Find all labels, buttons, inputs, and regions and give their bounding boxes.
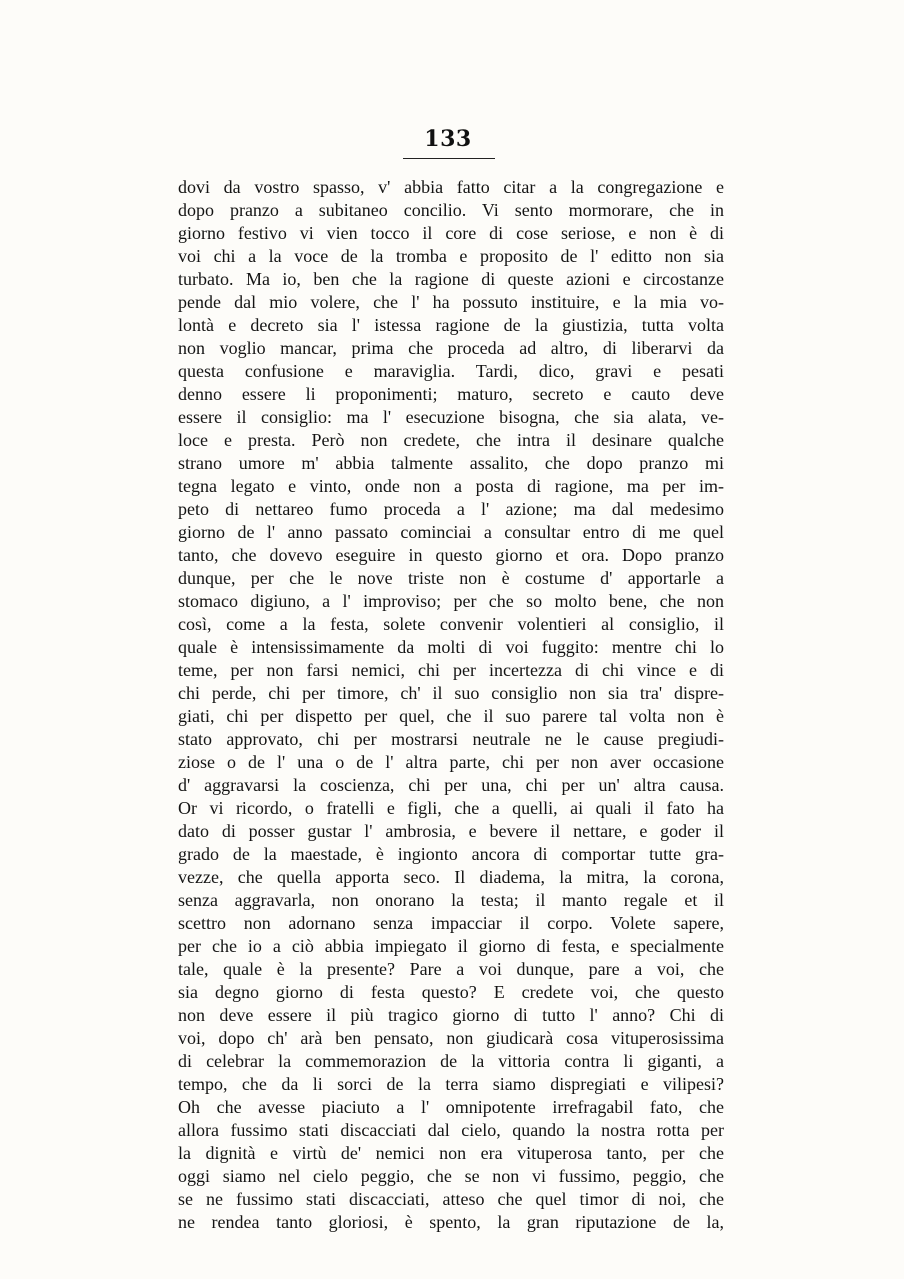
text-line: scettro non adornano senza impacciar il corpo. Volete sapere,: [178, 913, 724, 933]
text-line: tanto, che dovevo eseguire in questo giorno et ora. Dopo pranzo: [178, 545, 724, 565]
text-line: peto di nettareo fumo proceda a l' azione; ma dal medesimo: [178, 499, 724, 519]
text-line: non voglio mancar, prima che proceda ad altro, di liberarvi da: [178, 338, 724, 358]
text-line: voi chi a la voce de la tromba e proposito de l' editto non sia: [178, 246, 724, 266]
text-line: di celebrar la commemorazion de la vittoria contra li giganti, a: [178, 1051, 724, 1071]
text-line: tale, quale è la presente? Pare a voi dunque, pare a voi, che: [178, 959, 724, 979]
text-line: loce e presta. Però non credete, che intra il desinare qualche: [178, 430, 724, 450]
text-line: Oh che avesse piaciuto a l' omnipotente irrefragabil fato, che: [178, 1097, 724, 1117]
text-line: così, come a la festa, solete convenir volentieri al consiglio, il: [178, 614, 724, 634]
text-line: dovi da vostro spasso, v' abbia fatto citar a la congregazione e: [178, 177, 724, 197]
text-line: d' aggravarsi la coscienza, chi per una, chi per un' altra causa.: [178, 775, 724, 795]
text-line: grado de la maestade, è ingionto ancora di comportar tutte gra-: [178, 844, 724, 864]
text-line: dunque, per che le nove triste non è costume d' apportarle a: [178, 568, 724, 588]
text-line: oggi siamo nel cielo peggio, che se non vi fussimo, peggio, che: [178, 1166, 724, 1186]
text-line: per che io a ciò abbia impiegato il giorno di festa, e specialmente: [178, 936, 724, 956]
page-number: 133: [424, 126, 472, 152]
text-line: non deve essere il più tragico giorno di tutto l' anno? Chi di: [178, 1005, 724, 1025]
text-line: essere il consiglio: ma l' esecuzione bisogna, che sia alata, ve-: [178, 407, 724, 427]
text-line: ziose o de l' una o de l' altra parte, chi per non aver occasione: [178, 752, 724, 772]
text-line: stomaco digiuno, a l' improviso; per che so molto bene, che non: [178, 591, 724, 611]
text-line: turbato. Ma io, ben che la ragione di queste azioni e circostanze: [178, 269, 724, 289]
text-line: denno essere li proponimenti; maturo, secreto e cauto deve: [178, 384, 724, 404]
text-line: Or vi ricordo, o fratelli e figli, che a quelli, ai quali il fato ha: [178, 798, 724, 818]
header-rule: [403, 158, 495, 159]
text-line: sia degno giorno di festa questo? E credete voi, che questo: [178, 982, 724, 1002]
text-line: dopo pranzo a subitaneo concilio. Vi sento mormorare, che in: [178, 200, 724, 220]
text-line: teme, per non farsi nemici, chi per incertezza di chi vince e di: [178, 660, 724, 680]
text-line: strano umore m' abbia talmente assalito, che dopo pranzo mi: [178, 453, 724, 473]
text-line: stato approvato, chi per mostrarsi neutrale ne le cause pregiudi-: [178, 729, 724, 749]
text-line: ne rendea tanto gloriosi, è spento, la gran riputazione de la,: [178, 1212, 724, 1232]
text-line: quale è intensissimamente da molti di voi fuggito: mentre chi lo: [178, 637, 724, 657]
text-line: allora fussimo stati discacciati dal cielo, quando la nostra rotta per: [178, 1120, 724, 1140]
text-line: tegna legato e vinto, onde non a posta di ragione, ma per im-: [178, 476, 724, 496]
text-line: pende dal mio volere, che l' ha possuto instituire, e la mia vo-: [178, 292, 724, 312]
text-line: senza aggravarla, non onorano la testa; il manto regale et il: [178, 890, 724, 910]
text-line: giati, chi per dispetto per quel, che il suo parere tal volta non è: [178, 706, 724, 726]
text-line: la dignità e virtù de' nemici non era vituperosa tanto, per che: [178, 1143, 724, 1163]
text-line: giorno de l' anno passato cominciai a consultar entro di me quel: [178, 522, 724, 542]
text-line: giorno festivo vi vien tocco il core di cose seriose, e non è di: [178, 223, 724, 243]
text-line: tempo, che da li sorci de la terra siamo dispregiati e vilipesi?: [178, 1074, 724, 1094]
text-line: questa confusione e maraviglia. Tardi, dico, gravi e pesati: [178, 361, 724, 381]
text-line: dato di posser gustar l' ambrosia, e bevere il nettare, e goder il: [178, 821, 724, 841]
text-line: se ne fussimo stati discacciati, atteso che quel timor di noi, che: [178, 1189, 724, 1209]
text-line: vezze, che quella apporta seco. Il diadema, la mitra, la corona,: [178, 867, 724, 887]
text-line: chi perde, chi per timore, ch' il suo consiglio non sia tra' dispre-: [178, 683, 724, 703]
body-text: [178, 176, 724, 1234]
text-line: voi, dopo ch' arà ben pensato, non giudicarà cosa vituperosissima: [178, 1028, 724, 1048]
text-line: lontà e decreto sia l' istessa ragione de la giustizia, tutta volta: [178, 315, 724, 335]
